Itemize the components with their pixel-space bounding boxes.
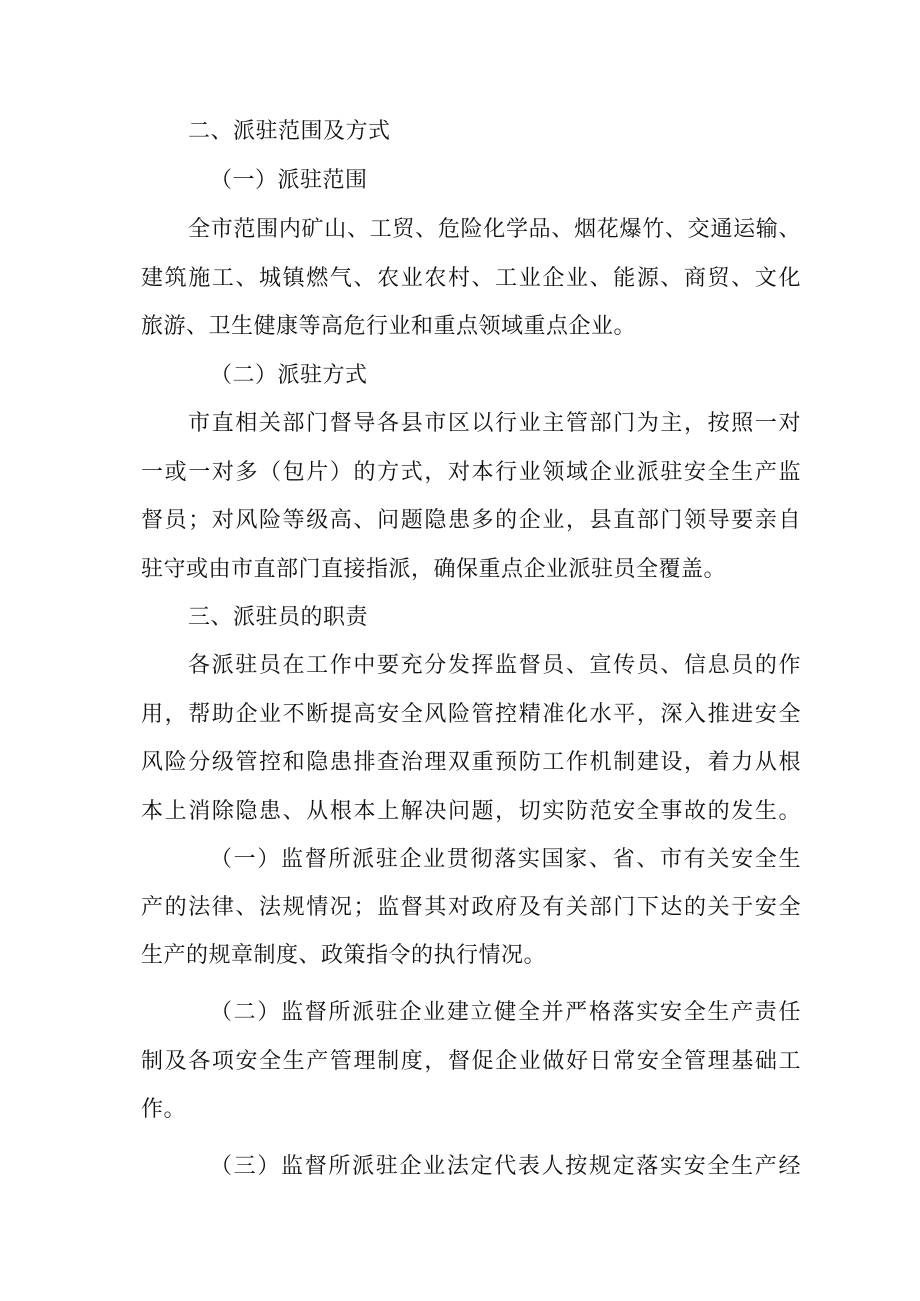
paragraph-line: （二）监督所派驻企业建立健全并严格落实安全生产责任 <box>210 1000 801 1025</box>
heading-3-dispatcher-duties: 三、派驻员的职责 <box>188 605 369 630</box>
paragraph-line: 本上消除隐患、从根本上解决问题，切实防范安全事故的发生。 <box>141 799 801 824</box>
subheading-dispatch-method: （二）派驻方式 <box>210 363 368 388</box>
paragraph-line: 制及各项安全生产管理制度，督促企业做好日常安全管理基础工 <box>141 1049 801 1074</box>
heading-2-dispatch-scope-and-method: 二、派驻范围及方式 <box>188 119 391 144</box>
paragraph-line: 产的法律、法规情况；监督其对政府及有关部门下达的关于安全 <box>141 895 801 920</box>
paragraph-line: 生产的规章制度、政策指令的执行情况。 <box>141 943 547 968</box>
paragraph-line: 用，帮助企业不断提高安全风险管控精准化水平，深入推进安全 <box>141 702 801 727</box>
paragraph-line: 建筑施工、城镇燃气、农业农村、工业企业、能源、商贸、文化 <box>141 266 801 291</box>
paragraph-line: 全市范围内矿山、工贸、危险化学品、烟花爆竹、交通运输、 <box>188 217 801 242</box>
paragraph-line: 驻守或由市直部门直接指派，确保重点企业派驻员全覆盖。 <box>141 557 727 582</box>
paragraph-line: 市直相关部门督导各县市区以行业主管部门为主，按照一对 <box>188 411 801 436</box>
paragraph-line: 督员；对风险等级高、问题隐患多的企业，县直部门领导要亲自 <box>141 508 801 533</box>
paragraph-line: （一）监督所派驻企业贯彻落实国家、省、市有关安全生 <box>210 847 801 872</box>
paragraph-line: 旅游、卫生健康等高危行业和重点领域重点企业。 <box>141 314 637 339</box>
subheading-dispatch-scope: （一）派驻范围 <box>210 168 368 193</box>
paragraph-line: 风险分级管控和隐患排查治理双重预防工作机制建设，着力从根 <box>141 750 801 775</box>
paragraph-line: （三）监督所派驻企业法定代表人按规定落实安全生产经 <box>210 1154 801 1179</box>
paragraph-line: 作。 <box>141 1097 187 1122</box>
paragraph-line: 一或一对多（包片）的方式，对本行业领域企业派驻安全生产监 <box>141 460 801 485</box>
paragraph-line: 各派驻员在工作中要充分发挥监督员、宣传员、信息员的作 <box>188 653 801 678</box>
